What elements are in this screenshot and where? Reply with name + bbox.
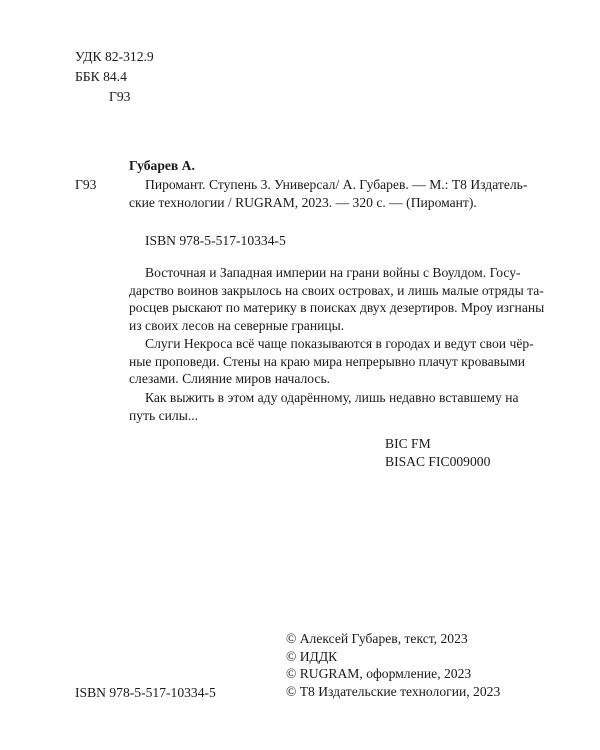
isbn: ISBN 978-5-517-10334-5 <box>145 233 286 248</box>
udk-code: УДК 82-312.9 <box>75 49 154 64</box>
footer-isbn: ISBN 978-5-517-10334-5 <box>75 685 216 700</box>
annotation-paragraph-2 <box>129 335 534 388</box>
copyright-block <box>286 630 500 700</box>
annotation-line: из своих лесов на северные границы. <box>129 317 345 333</box>
annotation-line: путь силы... <box>129 407 199 423</box>
annotation-line: ные проповеди. Стены на краю мира непрерывно плачут кровавыми <box>129 353 526 369</box>
bibliographic-description-line-1: Пиромант. Ступень 3. Универсал/ А. Губарев. — М.: Т8 Издатель- <box>145 177 528 192</box>
copyright-line: © Т8 Издательские технологии, 2023 <box>286 683 501 699</box>
annotation-line: росцев рыскают по материку в поисках двух дезертиров. Мроу изгнаны <box>129 300 545 316</box>
annotation-paragraph-1 <box>129 264 545 334</box>
annotation-line: слезами. Слияние миров началось. <box>129 371 331 387</box>
copyright-line: © RUGRAM, оформление, 2023 <box>286 666 472 682</box>
annotation-line: дарство воинов закрылось на своих островах, и лишь малые отряды та- <box>129 282 544 298</box>
author-mark-top: Г93 <box>109 89 131 104</box>
bisac-code: BISAC FIC009000 <box>385 454 491 469</box>
author-name: Губарев А. <box>129 158 195 173</box>
annotation-line: Слуги Некроса всё чаще показываются в городах и ведут свои чёр- <box>145 336 534 351</box>
copyright-line: © ИДДК <box>286 648 338 664</box>
bic-code: BIC FM <box>385 436 431 451</box>
annotation-paragraph-3 <box>129 389 519 424</box>
copyright-line: © Алексей Губарев, текст, 2023 <box>286 631 468 646</box>
annotation-line: Восточная и Западная империи на грани войны с Воулдом. Госу- <box>145 265 521 280</box>
author-mark: Г93 <box>75 177 97 192</box>
bbk-code: ББК 84.4 <box>75 69 127 84</box>
annotation-line: Как выжить в этом аду одарённому, лишь недавно вставшему на <box>145 390 519 405</box>
bibliographic-description-line-2: ские технологии / RUGRAM, 2023. — 320 с. — (Пиромант). <box>129 195 477 210</box>
